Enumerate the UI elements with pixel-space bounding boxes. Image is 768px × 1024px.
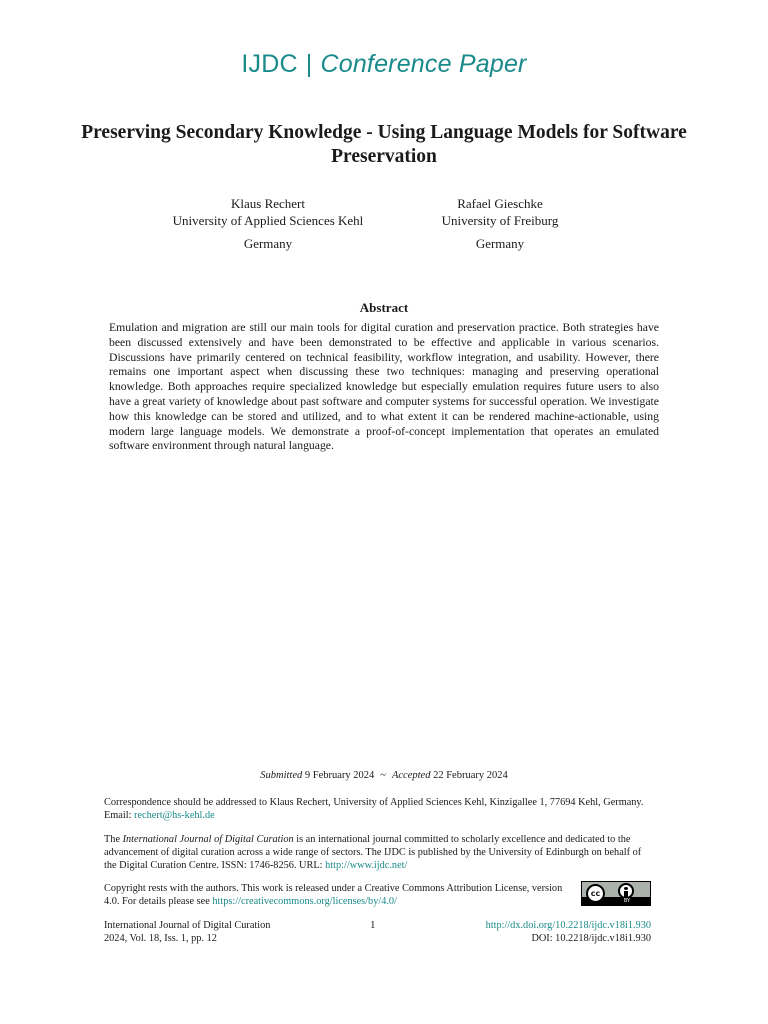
author-name: Klaus Rechert — [230, 196, 305, 211]
author-name: Rafael Gieschke — [457, 196, 543, 211]
copyright-text: Copyright rests with the authors. This work is released under a Creative Commons Attribution License, version 4.0. For details please see — [104, 883, 563, 908]
footer-doi — [420, 919, 651, 945]
correspondence-email-link[interactable]: rechert@hs-kehl.de — [134, 810, 215, 822]
page-number: 1 — [370, 919, 376, 931]
license-url-link[interactable]: https://creativecommons.org/licenses/by/4.0/ — [212, 896, 397, 908]
accepted-date: 22 February 2024 — [433, 770, 508, 781]
author-country: Germany — [475, 236, 525, 251]
copyright-note — [104, 882, 564, 908]
submitted-label: Submitted — [260, 770, 303, 781]
abstract-heading: Abstract — [359, 300, 409, 315]
paper-title: Preserving Secondary Knowledge - Using Language Models for Software Preservation — [81, 122, 687, 167]
about-journal-name: International Journal of Digital Curation — [122, 834, 294, 845]
journal-header — [0, 50, 768, 79]
paper-type: Conference Paper — [320, 50, 527, 78]
journal-about-note — [104, 833, 656, 873]
about-text: is an international journal committed to scholarly excellence and dedicated to the advancement of digital curation across a wide range of sectors. The IJDC is published by the University of Edinburgh on behalf of the Digital Curation Centre. ISSN: 1746-8256. URL: — [104, 834, 642, 872]
author-country: Germany — [243, 236, 293, 251]
journal-name: IJDC — [241, 50, 298, 78]
submission-dates — [0, 770, 768, 781]
correspondence-text: Correspondence should be addressed to Klaus Rechert, University of Applied Sciences Kehl, Kinzigallee 1, 77694 Kehl, Germany. Email: — [104, 797, 644, 822]
about-pre: The — [104, 834, 121, 845]
cc-by-license-badge[interactable] — [581, 881, 651, 906]
author-block-2 — [420, 195, 580, 252]
journal-url-link[interactable]: http://www.ijdc.net/ — [325, 860, 408, 872]
author-affiliation: University of Applied Sciences Kehl — [172, 213, 364, 228]
footer-citation — [104, 919, 270, 945]
accepted-label: Accepted — [391, 770, 431, 781]
cc-icon: cc — [586, 884, 605, 903]
correspondence-note — [104, 796, 656, 822]
author-affiliation: University of Freiburg — [441, 213, 559, 228]
dates-separator: ~ — [380, 770, 386, 781]
doi-url-link[interactable]: http://dx.doi.org/10.2218/ijdc.v18i1.930 — [485, 920, 651, 931]
header-separator: | — [305, 50, 313, 78]
doi-text: DOI: 10.2218/ijdc.v18i1.930 — [531, 933, 651, 945]
author-block-1 — [150, 195, 386, 252]
footer-journal: International Journal of Digital Curation — [104, 920, 271, 931]
by-label: BY — [623, 898, 631, 904]
footer-issue: 2024, Vol. 18, Iss. 1, pp. 12 — [104, 933, 217, 945]
abstract-text: Emulation and migration are still our main tools for digital curation and preservation practice. Both strategies have been discussed extensively and have been demonstrated to be effective and applicable in various scenarios. Discussions have primarily centered on technical feasibility, workflow integration, and usability. However, there remains one important aspect when discussing these two techniques: managing and preserving operational knowledge. Both approaches require specialized knowledge but especially emulation requires future users to also have a great variety of knowledge about past software and computer systems for successful operation. We investigate how this knowledge can be stored and utilized, and to what extent it can be rendered machine-actionable, using modern large language models. We demonstrate a proof-of-concept implementation that operates an emulated software environment through natural language. — [109, 321, 659, 453]
submitted-date: 9 February 2024 — [304, 770, 375, 781]
